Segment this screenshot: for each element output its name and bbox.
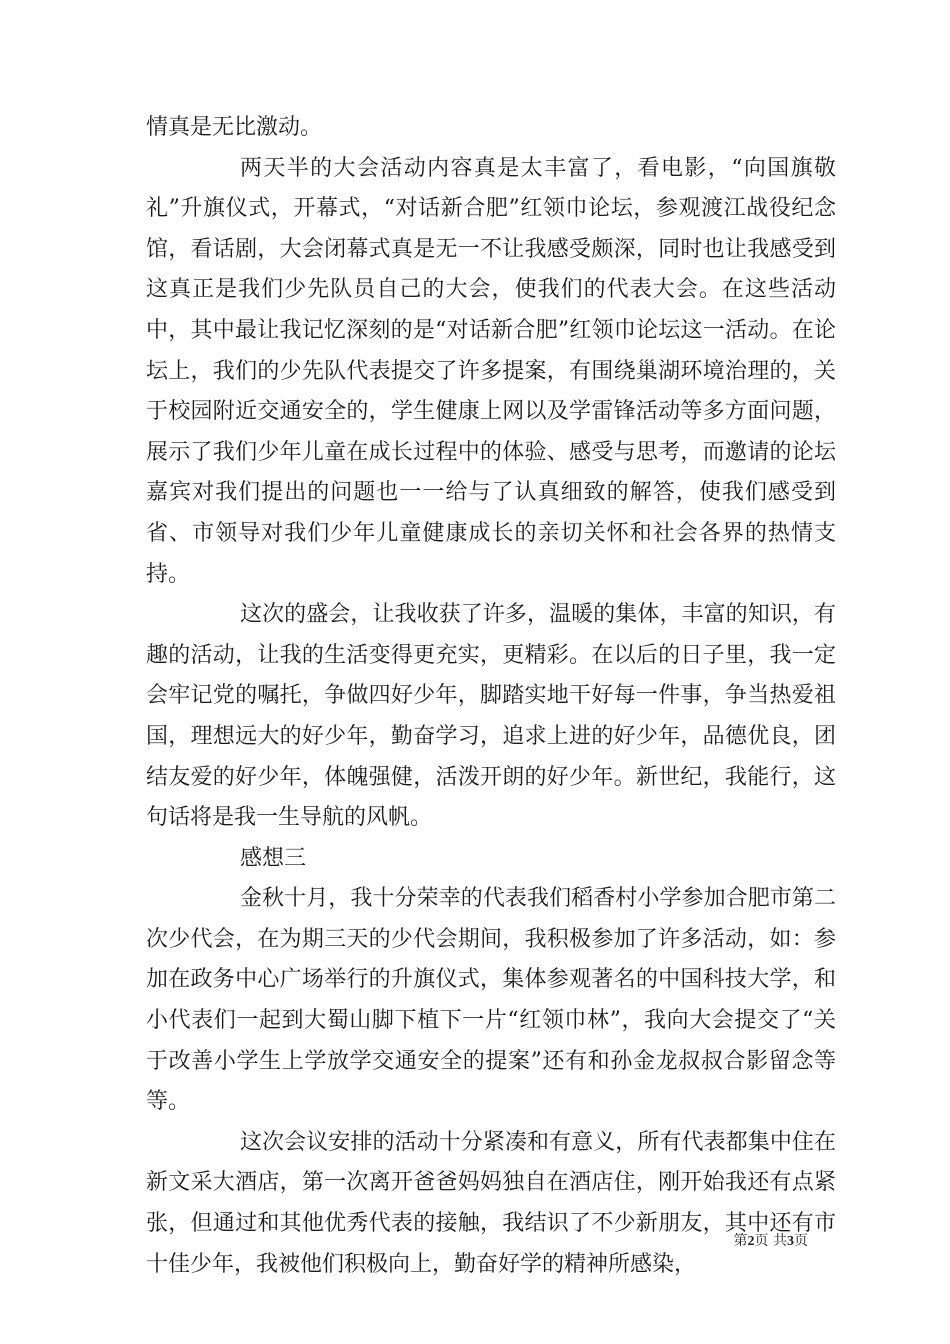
- section-heading-ganxiang-san: 感想三: [240, 845, 307, 871]
- footer-current-page: 2: [747, 1234, 755, 1249]
- footer-suffix: 页: [794, 1233, 808, 1249]
- paragraph-hotel-stay: 这次会议安排的活动十分紧凑和有意义，所有代表都集中住在新文采大酒店，第一次离开爸爸妈妈独自在酒店住，刚开始我还有点紧张，但通过和其他优秀代表的接触，我结识了不少新朋友，其中还有市十佳少年，我被他们积极向上，勤奋好学的精神所感染，: [146, 1129, 836, 1277]
- page-number-footer: [734, 1230, 808, 1250]
- paragraph-harvest: 这次的盛会，让我收获了许多，温暖的集体，丰富的知识，有趣的活动，让我的生活变得更充实，更精彩。在以后的日子里，我一定会牢记党的嘱托，争做四好少年，脚踏实地干好每一件事，争当热爱祖国，理想远大的好少年，勤奋学习，追求上进的好少年，品德优良，团结友爱的好少年，体魄强健，活泼开朗的好少年。新世纪，我能行，这句话将是我一生导航的风帆。: [146, 602, 836, 831]
- document-body: [146, 108, 836, 1285]
- footer-prefix: 第: [733, 1233, 748, 1249]
- paragraph-conference-activities: 两天半的大会活动内容真是太丰富了，看电影，“向国旗敬礼”升旗仪式，开幕式，“对话新合肥”红领巾论坛，参观渡江战役纪念馆，看话剧，大会闭幕式真是无一不让我感受颇深，同时也让我感受到这真正是我们少先队员自己的大会，使我们的代表大会。在这些活动中，其中最让我记忆深刻的是“对话新合肥”红领巾论坛这一活动。在论坛上，我们的少先队代表提交了许多提案，有围绕巢湖环境治理的，关于校园附近交通安全的，学生健康上网以及学雷锋活动等多方面问题，展示了我们少年儿童在成长过程中的体验、感受与思考，而邀请的论坛嘉宾对我们提出的问题也一一给与了认真细致的解答，使我们感受到省、市领导对我们少年儿童健康成长的亲切关怀和社会各界的热情支持。: [146, 155, 836, 587]
- paragraph-golden-autumn: 金秋十月，我十分荣幸的代表我们稻香村小学参加合肥市第二次少代会，在为期三天的少代会期间，我积极参加了许多活动，如：参加在政务中心广场举行的升旗仪式，集体参观著名的中国科技大学，和小代表们一起到大蜀山脚下植下一片“红领巾林”，我向大会提交了“关于改善小学生上学放学交通安全的提案”还有和孙金龙叔叔合影留念等等。: [146, 886, 836, 1115]
- footer-total-pages: 3: [787, 1234, 794, 1249]
- paragraph-continuation: 情真是无比激动。: [146, 115, 323, 140]
- footer-middle: 页 共: [754, 1233, 787, 1249]
